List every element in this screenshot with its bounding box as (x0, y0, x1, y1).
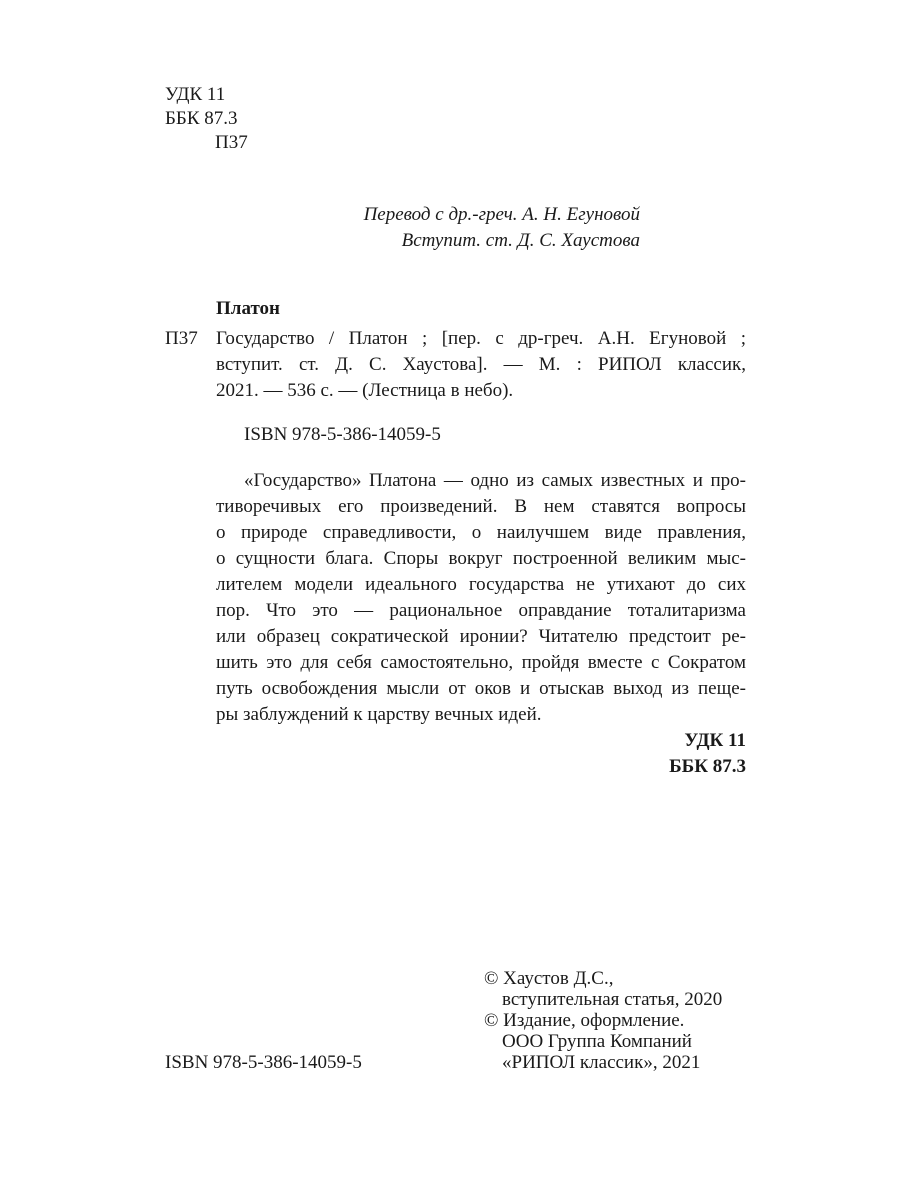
annotation-line: или образец сократической иронии? Читателю предстоит ре- (216, 626, 746, 647)
udk-code-bold: УДК 11 (684, 730, 746, 751)
translation-credit: Перевод с др.-греч. А. Н. Егуновой (363, 204, 640, 225)
footer-isbn: ISBN 978-5-386-14059-5 (165, 1052, 362, 1073)
record-line: Государство / Платон ; [пер. с др-греч. А.Н. Егуновой ; (216, 328, 746, 349)
classification-codes (600, 730, 746, 782)
copyright-line: «РИПОЛ классик», 2021 (502, 1052, 701, 1073)
header-codes (165, 84, 248, 156)
annotation-line: «Государство» Платона — одно из самых известных и про- (244, 470, 746, 491)
annotation-line: путь освобождения мысли от оков и отыскав выход из пеще- (216, 678, 746, 699)
copyright-line: © Издание, оформление. (484, 1010, 685, 1031)
annotation-line: тиворечивых его произведений. В нем ставятся вопросы (216, 496, 746, 517)
annotation (216, 470, 746, 730)
bbk-code-bold: ББК 87.3 (669, 756, 746, 777)
annotation-line: о природе справедливости, о наилучшем виде правления, (216, 522, 746, 543)
annotation-line: лителем модели идеального государства не утихают до сих (216, 574, 746, 595)
annotation-line: о сущности блага. Споры вокруг построенной великим мыс- (216, 548, 746, 569)
record-line: 2021. — 536 с. — (Лестница в небо). (216, 380, 514, 401)
copyright-line: ООО Группа Компаний (502, 1031, 692, 1052)
record-author-sign: П37 (165, 328, 198, 349)
bibliographic-record (216, 328, 746, 406)
bbk-code: ББК 87.3 (165, 108, 238, 129)
credits (0, 204, 640, 256)
annotation-line: шить это для себя самостоятельно, пройдя вместе с Сократом (216, 652, 746, 673)
annotation-line: пор. Что это — рациональное оправдание тоталитаризма (216, 600, 746, 621)
author-sign: П37 (215, 132, 248, 153)
intro-credit: Вступит. ст. Д. С. Хаустова (401, 230, 640, 251)
udk-code: УДК 11 (165, 84, 226, 105)
record-author: Платон (216, 298, 280, 319)
copyright-line: © Хаустов Д.С., (484, 968, 614, 989)
copyright-line: вступительная статья, 2020 (502, 989, 723, 1010)
copyright-block (484, 968, 722, 1073)
record-line: вступит. ст. Д. С. Хаустова]. — М. : РИПОЛ классик, (216, 354, 746, 375)
annotation-line: ры заблуждений к царству вечных идей. (216, 704, 542, 725)
record-isbn: ISBN 978-5-386-14059-5 (244, 424, 441, 445)
